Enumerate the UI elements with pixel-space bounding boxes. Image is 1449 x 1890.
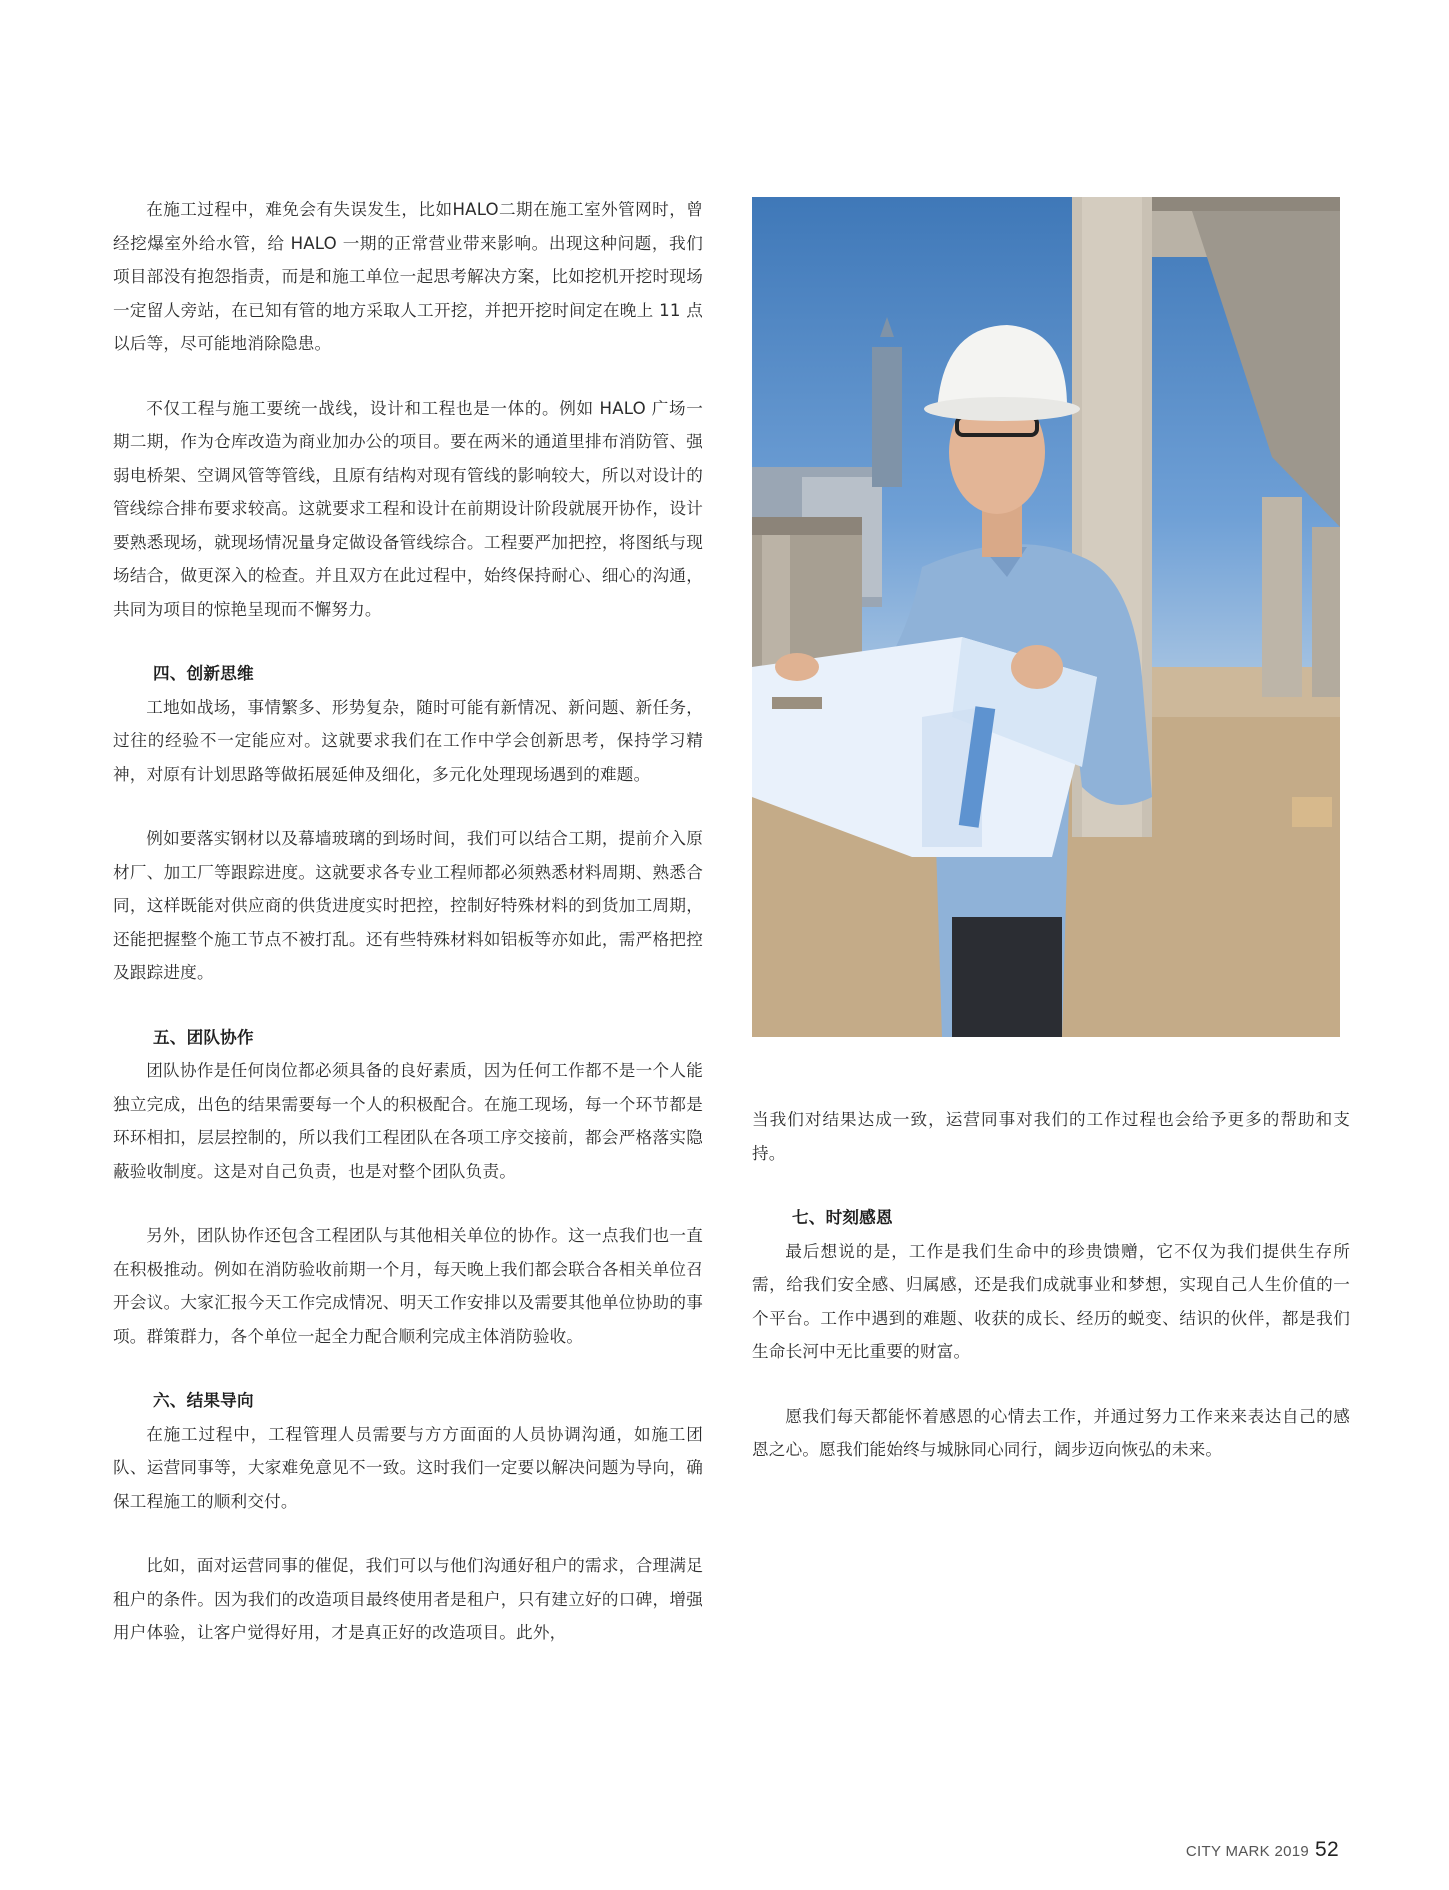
page-footer (1186, 1838, 1339, 1862)
left-text-column (113, 193, 703, 1681)
paragraph: 不仅工程与施工要统一战线，设计和工程也是一体的。例如 HALO 广场一期二期，作为仓库改造为商业加办公的项目。要在两米的通道里排布消防管、强弱电桥架、空调风管等管线，且原有结构对现有管线的影响较大，所以对设计的管线综合排布要求较高。这就要求工程和设计在前期设计阶段就展开协作，设计要熟悉现场，就现场情况量身定做设备管线综合。工程要严加把控，将图纸与现场结合，做更深入的检查。并且双方在此过程中，始终保持耐心、细心的沟通，共同为项目的惊艳呈现而不懈努力。 (113, 398, 703, 619)
paragraph: 最后想说的是，工作是我们生命中的珍贵馈赠，它不仅为我们提供生存所需，给我们安全感、归属感，还是我们成就事业和梦想，实现自己人生价值的一个平台。工作中遇到的难题、收获的成长、经历的蜕变、结识的伙伴，都是我们生命长河中无比重要的财富。 (752, 1241, 1350, 1361)
paragraph: 工地如战场，事情繁多、形势复杂，随时可能有新情况、新问题、新任务，过往的经验不一定能应对。这就要求我们在工作中学会创新思考，保持学习精神，对原有计划思路等做拓展延伸及细化，多元化处理现场遇到的难题。 (113, 697, 703, 784)
paragraph: 愿我们每天都能怀着感恩的心情去工作，并通过努力工作来来表达自己的感恩之心。愿我们能始终与城脉同心同行，阔步迈向恢弘的未来。 (752, 1406, 1350, 1459)
engineer-illustration (752, 197, 1340, 1037)
paragraph: 在施工过程中，难免会有失误发生，比如HALO二期在施工室外管网时，曾经挖爆室外给水管，给 HALO 一期的正常营业带来影响。出现这种问题，我们项目部没有抱怨指责，而是和施工单位一起思考解决方案，比如挖机开挖时现场一定留人旁站，在已知有管的地方采取人工开挖，并把开挖时间定在晚上 11 点以后等，尽可能地消除隐患。 (113, 200, 703, 353)
engineer-photo (752, 197, 1340, 1037)
paragraph: 比如，面对运营同事的催促，我们可以与他们沟通好租户的需求，合理满足租户的条件。因为我们的改造项目最终使用者是租户，只有建立好的口碑，增强用户体验，让客户觉得好用，才是真正好的改造项目。此外， (113, 1556, 703, 1642)
paragraph: 另外，团队协作还包含工程团队与其他相关单位的协作。这一点我们也一直在积极推动。例如在消防验收前期一个月，每天晚上我们都会联合各相关单位召开会议。大家汇报今天工作完成情况、明天工作安排以及需要其他单位协助的事项。群策群力，各个单位一起全力配合顺利完成主体消防验收。 (113, 1226, 703, 1346)
paragraph: 团队协作是任何岗位都必须具备的良好素质，因为任何工作都不是一个人能独立完成，出色的结果需要每一个人的积极配合。在施工现场，每一个环节都是环环相扣，层层控制的，所以我们工程团队在各项工序交接前，都会严格落实隐蔽验收制度。这是对自己负责，也是对整个团队负责。 (113, 1061, 703, 1181)
paragraph: 当我们对结果达成一致，运营同事对我们的工作过程也会给予更多的帮助和支持。 (752, 1110, 1350, 1163)
page-number: 52 (1315, 1838, 1339, 1861)
section-heading-gratitude: 七、时刻感恩 (792, 1208, 893, 1227)
magazine-name: CITY MARK 2019 (1185, 1843, 1310, 1860)
paragraph: 例如要落实钢材以及幕墙玻璃的到场时间，我们可以结合工期，提前介入原材厂、加工厂等跟踪进度。这就要求各专业工程师都必须熟悉材料周期、熟悉合同，这样既能对供应商的供货进度实时把控，控制好特殊材料的到货加工周期，还能把握整个施工节点不被打乱。还有些特殊材料如铝板等亦如此，需严格把控及跟踪进度。 (113, 829, 703, 982)
section-heading-innovation: 四、创新思维 (153, 664, 254, 683)
right-text-column (752, 1103, 1350, 1498)
paragraph: 在施工过程中，工程管理人员需要与方方面面的人员协调沟通，如施工团队、运营同事等，大家难免意见不一致。这时我们一定要以解决问题为导向，确保工程施工的顺利交付。 (113, 1424, 703, 1511)
section-heading-result-oriented: 六、结果导向 (153, 1391, 254, 1410)
section-heading-teamwork: 五、团队协作 (153, 1027, 254, 1047)
